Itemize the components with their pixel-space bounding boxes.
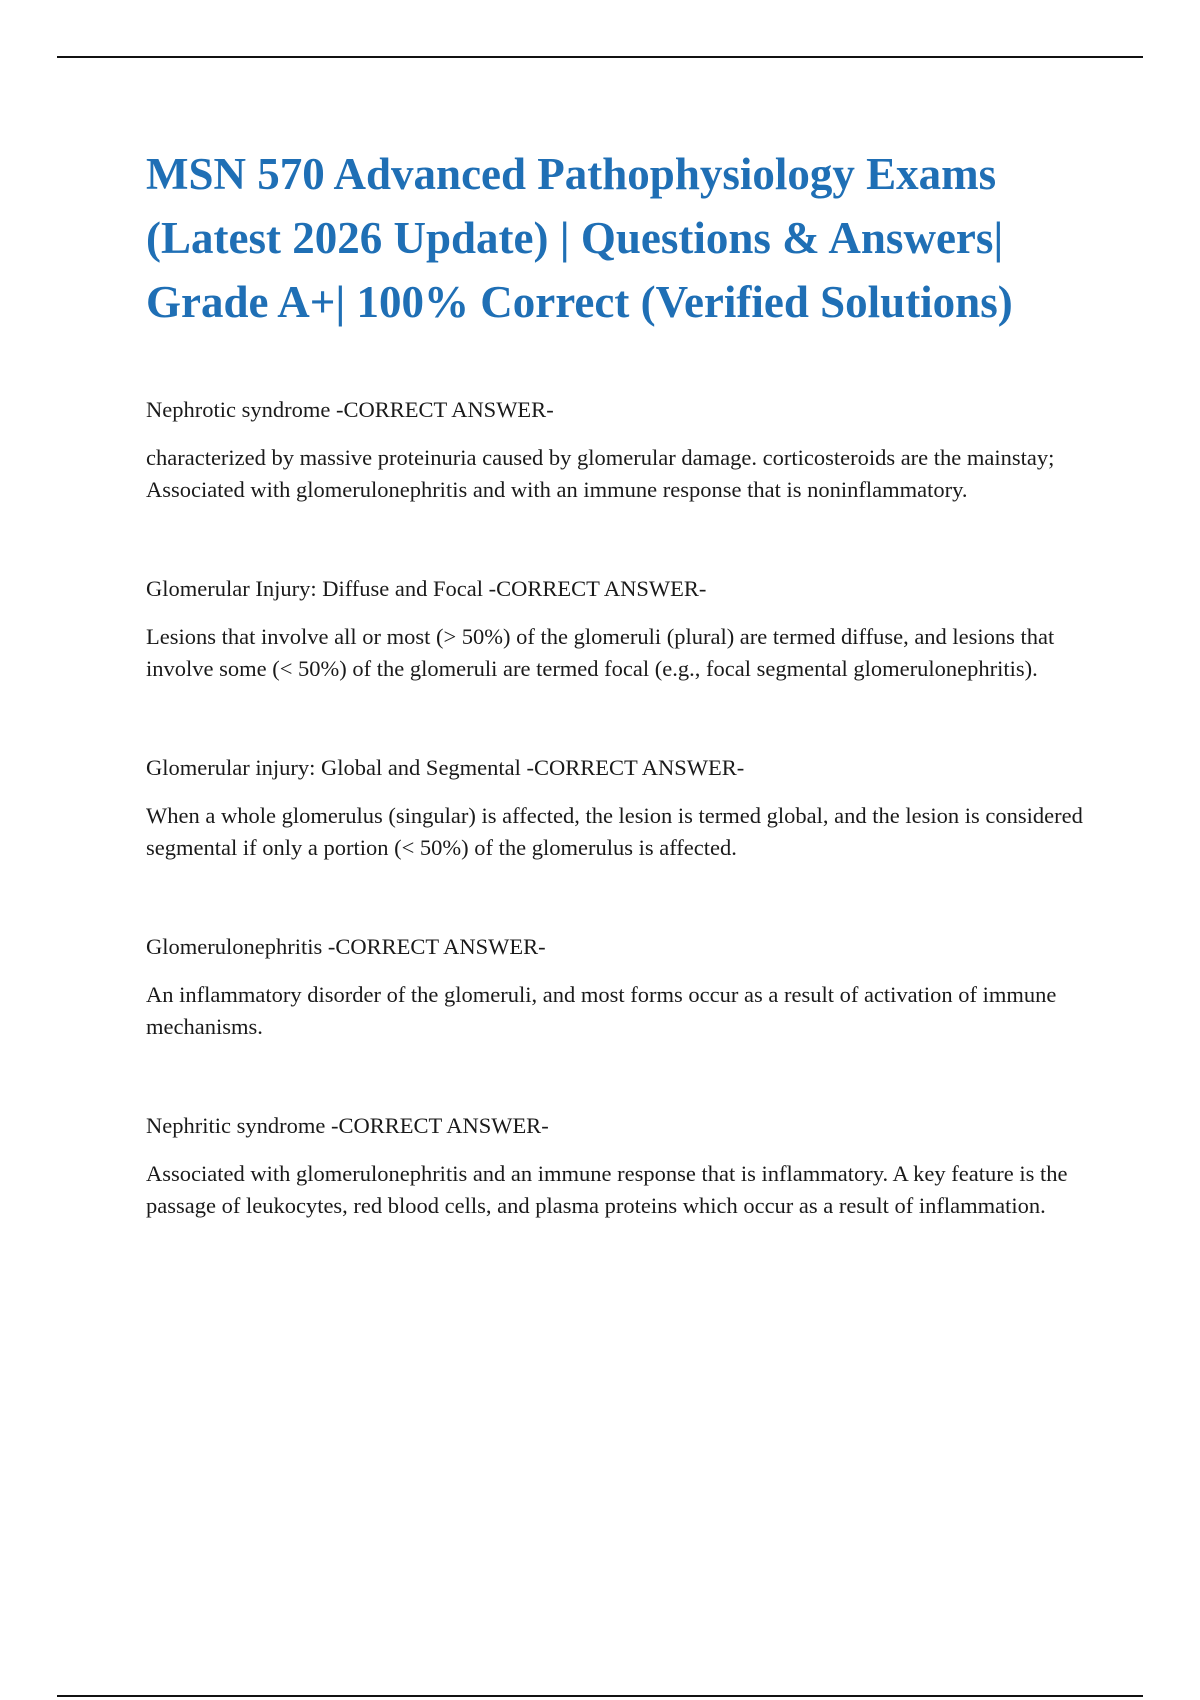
document-title: MSN 570 Advanced Pathophysiology Exams (Latest 2026 Update) | Questions & Answers| Grade A+| 100% Correct (Verified Solutions) bbox=[146, 149, 1013, 327]
top-rule bbox=[57, 56, 1143, 58]
document-content bbox=[146, 142, 1091, 1289]
question-text: Glomerular injury: Global and Segmental -CORRECT ANSWER- bbox=[146, 755, 745, 780]
qa-item bbox=[146, 573, 1091, 685]
question-text: Nephrotic syndrome -CORRECT ANSWER- bbox=[146, 397, 554, 422]
answer-text: characterized by massive proteinuria caused by glomerular damage. corticosteroids are the mainstay; Associated with glomerulonephritis and with an immune response that is noninflammatory. bbox=[146, 445, 1055, 502]
qa-item bbox=[146, 752, 1091, 864]
answer-text: Associated with glomerulonephritis and an immune response that is inflammatory. A key feature is the passage of leukocytes, red blood cells, and plasma proteins which occur as a result of inflammation. bbox=[146, 1161, 1068, 1218]
question-text: Glomerulonephritis -CORRECT ANSWER- bbox=[146, 934, 546, 959]
question-text: Nephritic syndrome -CORRECT ANSWER- bbox=[146, 1113, 549, 1138]
bottom-rule bbox=[57, 1695, 1143, 1697]
answer-text: An inflammatory disorder of the glomeruli, and most forms occur as a result of activation of immune mechanisms. bbox=[146, 982, 1057, 1039]
answer-text: When a whole glomerulus (singular) is affected, the lesion is termed global, and the lesion is considered segmental if only a portion (< 50%) of the glomerulus is affected. bbox=[146, 803, 1083, 860]
qa-item bbox=[146, 931, 1091, 1043]
question-text: Glomerular Injury: Diffuse and Focal -CORRECT ANSWER- bbox=[146, 576, 707, 601]
qa-item bbox=[146, 394, 1091, 506]
qa-item bbox=[146, 1110, 1091, 1222]
answer-text: Lesions that involve all or most (> 50%) of the glomeruli (plural) are termed diffuse, and lesions that involve some (< 50%) of the glomeruli are termed focal (e.g., focal segmental glomerulonephritis). bbox=[146, 624, 1055, 681]
